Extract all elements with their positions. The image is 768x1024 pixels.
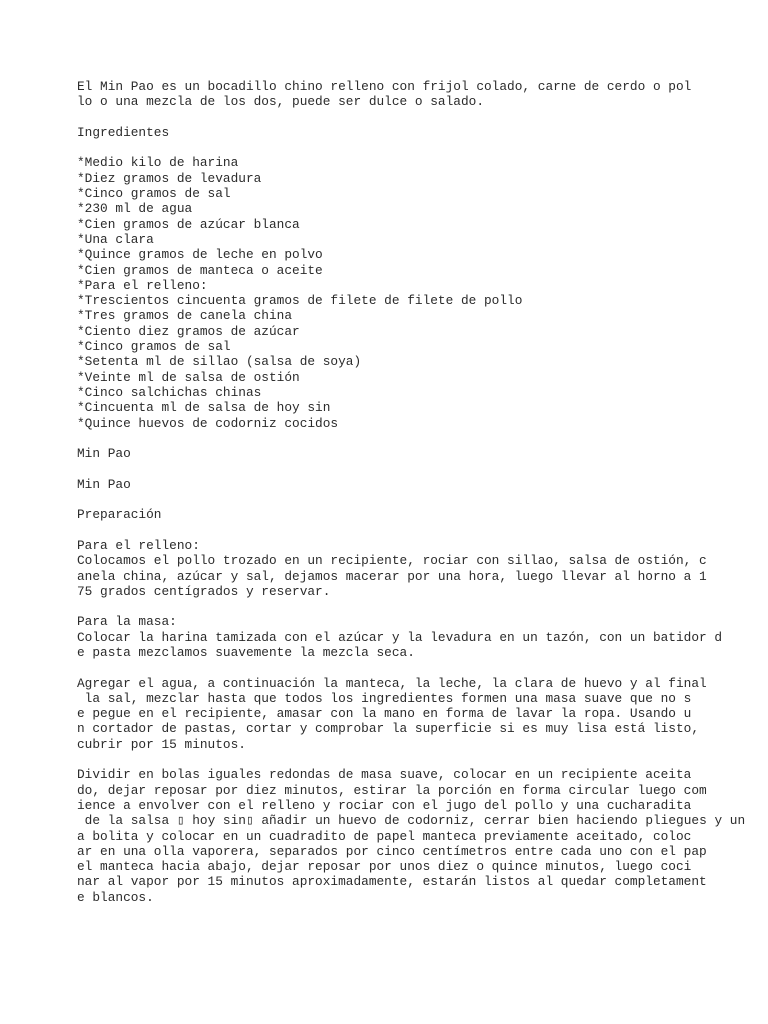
text-line: Dividir en bolas iguales redondas de masa suave, colocar en un recipiente aceita: [77, 767, 692, 783]
blank-line: [77, 110, 757, 125]
text-line: *230 ml de agua: [77, 201, 193, 217]
text-line: *Cincuenta ml de salsa de hoy sin: [77, 400, 331, 416]
text-line: e blancos.: [77, 889, 154, 905]
text-line: *Quince gramos de leche en polvo: [77, 247, 323, 263]
text-line: 75 grados centígrados y reservar.: [77, 583, 331, 599]
text-line: nar al vapor por 15 minutos aproximadamente, estarán listos al quedar completament: [77, 874, 707, 890]
blank-line: [77, 599, 757, 614]
text-line: Para la masa:: [77, 614, 177, 630]
text-line: e pegue en el recipiente, amasar con la mano en forma de lavar la ropa. Usando u: [77, 706, 692, 722]
blank-line: [77, 461, 757, 476]
text-line: n cortador de pastas, cortar y comprobar la superficie si es muy lisa está listo,: [77, 721, 700, 737]
text-line: *Una clara: [77, 231, 154, 247]
text-line: *Tres gramos de canela china: [77, 308, 293, 324]
text-line: Colocamos el pollo trozado en un recipiente, rociar con sillao, salsa de ostión, c: [77, 553, 707, 569]
text-line: Agregar el agua, a continuación la manteca, la leche, la clara de huevo y al final: [77, 675, 707, 691]
text-line: *Ciento diez gramos de azúcar: [77, 323, 300, 339]
text-line: lo o una mezcla de los dos, puede ser dulce o salado.: [77, 94, 485, 110]
text-line: Para el relleno:: [77, 537, 200, 553]
text-line: ience a envolver con el relleno y rociar con el jugo del pollo y una cucharadita: [77, 797, 692, 813]
blank-line: [77, 431, 757, 446]
blank-line: [77, 523, 757, 538]
text-line: do, dejar reposar por diez minutos, estirar la porción en forma circular luego com: [77, 782, 707, 798]
blank-line: [77, 752, 757, 767]
text-line: *Quince huevos de codorniz cocidos: [77, 415, 339, 431]
blank-line: [77, 660, 757, 675]
text-line: Min Pao: [77, 446, 131, 462]
text-line: *Veinte ml de salsa de ostión: [77, 369, 300, 385]
text-line: Colocar la harina tamizada con el azúcar y la levadura en un tazón, con un batidor d: [77, 629, 723, 645]
text-line: *Cien gramos de azúcar blanca: [77, 216, 300, 232]
text-line: *Medio kilo de harina: [77, 155, 239, 171]
text-line: de la salsa ▯ hoy sin▯ añadir un huevo de codorniz, cerrar bien haciendo pliegues y un: [77, 813, 746, 829]
text-line: *Trescientos cincuenta gramos de filete de filete de pollo: [77, 293, 523, 309]
text-line: *Diez gramos de levadura: [77, 170, 262, 186]
text-line: Ingredientes: [77, 124, 170, 140]
text-line: *Cinco gramos de sal: [77, 186, 231, 202]
text-line: la sal, mezclar hasta que todos los ingredientes formen una masa suave que no s: [77, 690, 692, 706]
text-line: e pasta mezclamos suavemente la mezcla seca.: [77, 644, 415, 660]
text-line: Preparación: [77, 507, 162, 523]
text-line: *Cinco salchichas chinas: [77, 384, 262, 400]
text-line: anela china, azúcar y sal, dejamos macerar por una hora, luego llevar al horno a 1: [77, 568, 707, 584]
text-line: ar en una olla vaporera, separados por cinco centímetros entre cada uno con el pap: [77, 843, 707, 859]
document-body: [77, 79, 757, 905]
text-line: *Cinco gramos de sal: [77, 339, 231, 355]
text-line: el manteca hacia abajo, dejar reposar por unos diez o quince minutos, luego coci: [77, 859, 692, 875]
blank-line: [77, 140, 757, 155]
text-line: *Setenta ml de sillao (salsa de soya): [77, 354, 362, 370]
blank-line: [77, 492, 757, 507]
text-line: Min Pao: [77, 476, 131, 492]
text-line: *Cien gramos de manteca o aceite: [77, 262, 323, 278]
text-line: *Para el relleno:: [77, 277, 208, 293]
text-line: a bolita y colocar en un cuadradito de papel manteca previamente aceitado, coloc: [77, 828, 692, 844]
text-line: El Min Pao es un bocadillo chino relleno con frijol colado, carne de cerdo o pol: [77, 79, 692, 94]
text-line: cubrir por 15 minutos.: [77, 736, 246, 752]
